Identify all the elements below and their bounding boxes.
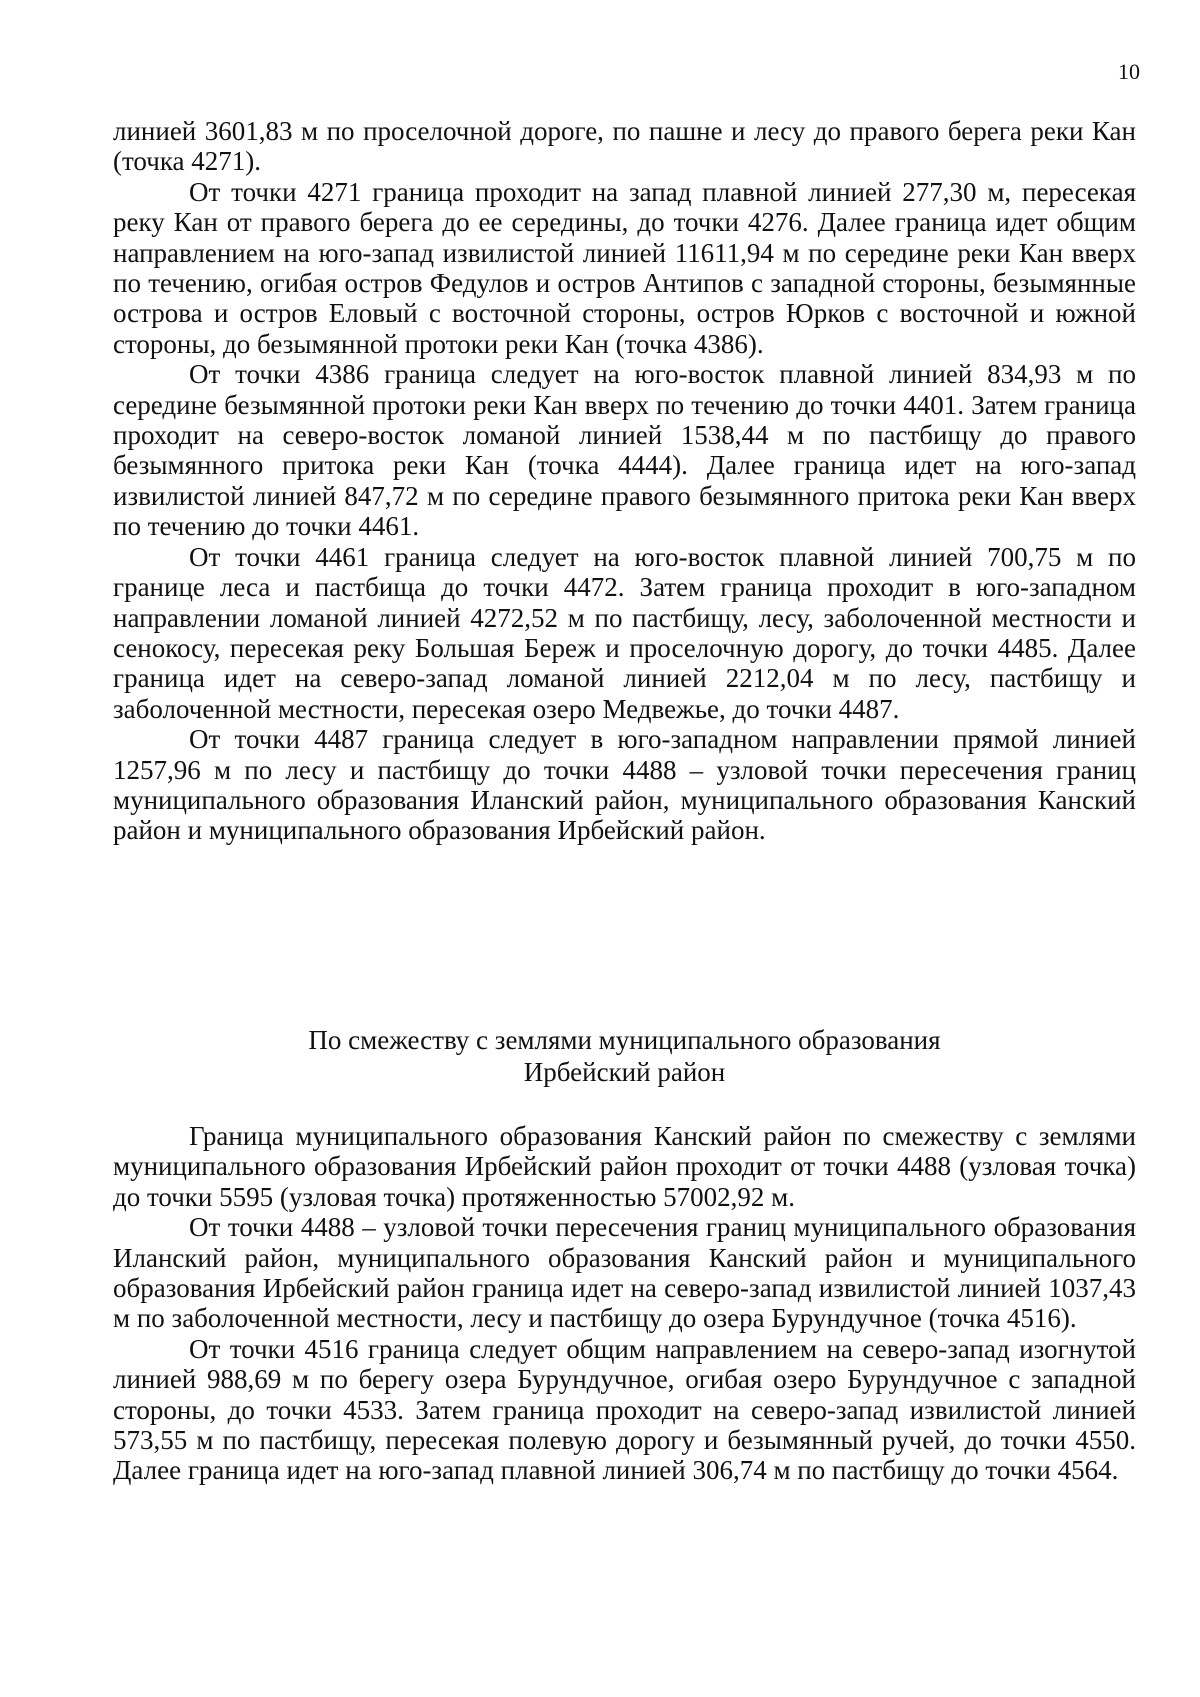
page-number: 10 xyxy=(1118,59,1140,84)
section-heading-line: Ирбейский район xyxy=(523,1057,726,1087)
paragraph: От точки 4461 граница следует на юго-восток плавной линией 700,75 м по границе леса и пастбища до точки 4472. Затем граница проходит в юго-западном направлении ломаной линией 4272,52 м по пастбищу, лесу, заболоченной местности и сенокосу, пересекая реку Большая Береж и проселочную дорогу, до точки 4485. Далее граница идет на северо-запад ломаной линией 2212,04 м по лесу, пастбищу и заболоченной местности, пересекая озеро Медвежье, до точки 4487. xyxy=(113,541,1136,724)
paragraph: линией 3601,83 м по проселочной дороге, по пашне и лесу до правого берега реки Кан (точка 4271). xyxy=(113,116,1136,177)
section-boundary-description xyxy=(113,116,1136,846)
section-heading xyxy=(113,1024,1136,1088)
paragraph: От точки 4386 граница следует на юго-восток плавной линией 834,93 м по середине безымянной протоки реки Кан вверх по течению до точки 4401. Затем граница проходит на северо-восток ломаной линией 1538,44 м по пастбищу до правого безымянного притока реки Кан (точка 4444). Далее граница идет на юго-запад извилистой линией 847,72 м по середине правого безымянного притока реки Кан вверх по течению до точки 4461. xyxy=(113,359,1136,542)
section-heading-line: По смежеству с землями муниципального образования xyxy=(308,1025,941,1055)
paragraph: От точки 4488 – узловой точки пересечения границ муниципального образования Иланский район, муниципального образования Канский район и муниципального образования Ирбейский район граница идет на северо-запад извилистой линией 1037,43 м по заболоченной местности, лесу и пастбищу до озера Бурундучное (точка 4516). xyxy=(113,1212,1136,1334)
section-irbeysky-boundary xyxy=(113,1121,1136,1486)
paragraph: Граница муниципального образования Канский район по смежеству с землями муниципального образования Ирбейский район проходит от точки 4488 (узловая точка) до точки 5595 (узловая точка) протяженностью 57002,92 м. xyxy=(113,1121,1136,1212)
paragraph: От точки 4516 граница следует общим направлением на северо-запад изогнутой линией 988,69 м по берегу озера Бурундучное, огибая озеро Бурундучное с западной стороны, до точки 4533. Затем граница проходит на северо-запад извилистой линией 573,55 м по пастбищу, пересекая полевую дорогу и безымянный ручей, до точки 4550. Далее граница идет на юго-запад плавной линией 306,74 м по пастбищу до точки 4564. xyxy=(113,1333,1136,1486)
paragraph: От точки 4487 граница следует в юго-западном направлении прямой линией 1257,96 м по лесу и пастбищу до точки 4488 – узловой точки пересечения границ муниципального образования Иланский район, муниципального образования Канский район и муниципального образования Ирбейский район. xyxy=(113,724,1136,846)
paragraph: От точки 4271 граница проходит на запад плавной линией 277,30 м, пересекая реку Кан от правого берега до ее середины, до точки 4276. Далее граница идет общим направлением на юго-запад извилистой линией 11611,94 м по середине реки Кан вверх по течению, огибая остров Федулов и остров Антипов с западной стороны, безымянные острова и остров Еловый с восточной стороны, остров Юрков с восточной и южной стороны, до безымянной протоки реки Кан (точка 4386). xyxy=(113,176,1136,359)
